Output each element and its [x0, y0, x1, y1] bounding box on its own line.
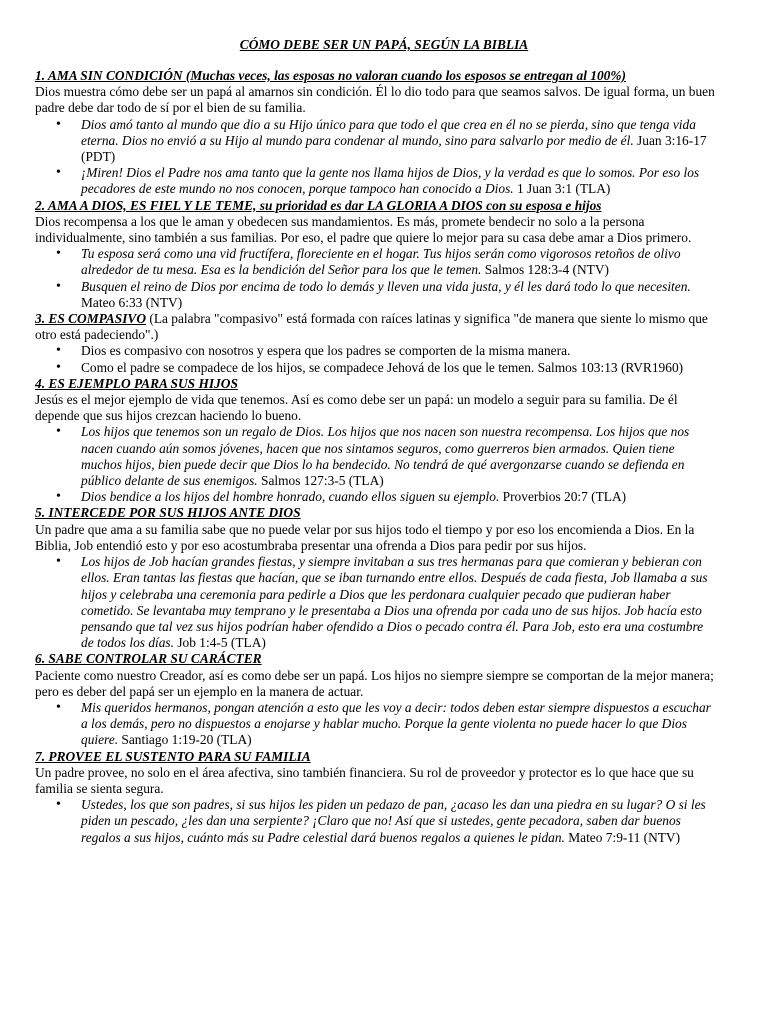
list-item	[81, 343, 715, 359]
section-3	[35, 311, 715, 376]
section-6	[35, 651, 715, 748]
verse-text: Los hijos que tenemos son un regalo de Dios. Los hijos que nos nacen son nuestra recompensa. Los hijos que nos nacen cuando aún somos jóvenes, hacen que nos sintamos seguros, como guerreros bien armados. Quien tiene muchos hijos, bien puede decir que Dios lo ha bendecido. No tendrá de qué avergonzarse cuando se defienda en público delante de sus enemigos.	[81, 424, 690, 489]
list-item	[81, 424, 715, 489]
verse-text: Tu esposa será como una vid fructífera, floreciente en el hogar. Tus hijos serán como vigorosos retoños de olivo alrededor de tu mesa. Esa es la bendición del Señor para los que le temen.	[81, 246, 681, 278]
verse-reference: 1 Juan 3:1 (TLA)	[513, 181, 611, 197]
verse-reference: Job 1:4-5 (TLA)	[174, 635, 266, 651]
verse-reference: Mateo 6:33 (NTV)	[81, 294, 183, 310]
list-item-text: Dios es compasivo con nosotros y espera que los padres se comporten de la misma manera.	[81, 343, 571, 359]
verse-list	[35, 554, 715, 651]
verse-list	[35, 343, 715, 375]
section-intro: Dios recompensa a los que le aman y obedecen sus mandamientos. Es más, promete bendecir no solo a la persona individualmente, sino también a sus familias. Por eso, el padre que quiere lo mejor para su casa debe amar a Dios primero.	[35, 213, 692, 246]
list-item	[81, 117, 715, 166]
section-heading: 5. INTERCEDE POR SUS HIJOS ANTE DIOS	[35, 505, 301, 521]
list-item	[81, 700, 715, 749]
verse-list	[35, 797, 715, 846]
section-heading: 3. ES COMPASIVO (La palabra "compasivo" está formada con raíces latinas y significa "de manera que siente lo mismo que otro está padeciendo".)	[35, 311, 708, 343]
section-intro: Jesús es el mejor ejemplo de vida que tenemos. Así es como debe ser un papá: un modelo a seguir para su familia. De él depende que sus hijos crezcan haciendo lo bueno.	[35, 392, 678, 424]
list-item	[81, 554, 715, 651]
list-item	[81, 797, 715, 846]
section-4	[35, 376, 715, 506]
section-heading-note: (La palabra "compasivo" está formada con raíces latinas y significa "de manera que siente lo mismo que otro está padeciendo".)	[35, 311, 708, 343]
verse-text: Los hijos de Job hacían grandes fiestas, y siempre invitaban a sus tres hermanas para que comieran y bebieran con ellos. Eran tantas las fiestas que hacían, que se iban turnando entre ellos. Después de cada fiesta, Job llamaba a sus hijos y celebraba una ceremonia para pedirle a Dios que les perdonara cualquier pecado que pudieran haber cometido. Se levantaba muy temprano y le presentaba a Dios una ofrenda por cada uno de sus hijos. Job hacía esto pensando que tal vez sus hijos podrían haber ofendido a Dios o pecado contra él. Para Job, esto era una costumbre de todos los días.	[81, 554, 708, 651]
verse-list	[35, 700, 715, 749]
verse-reference: Santiago 1:19-20 (TLA)	[118, 732, 252, 748]
list-item	[81, 360, 715, 376]
verse-reference: Salmos 128:3-4 (NTV)	[481, 262, 609, 278]
section-heading: 7. PROVEE EL SUSTENTO PARA SU FAMILIA	[35, 748, 311, 764]
verse-text: Busquen el reino de Dios por encima de todo lo demás y lleven una vida justa, y él les dará todo lo que necesiten.	[81, 278, 691, 294]
section-intro: Paciente como nuestro Creador, así es como debe ser un papá. Los hijos no siempre siempre se comportan de la mejor manera; pero es deber del papá ser un ejemplo en la manera de actuar.	[35, 667, 714, 699]
section-5	[35, 505, 715, 651]
list-item	[81, 165, 715, 197]
verse-list	[35, 424, 715, 505]
section-heading: 4. ES EJEMPLO PARA SUS HIJOS	[35, 375, 238, 391]
page-title: CÓMO DEBE SER UN PAPÁ, SEGÚN LA BIBLIA	[239, 37, 529, 52]
section-intro: Un padre provee, no solo en el área afectiva, sino también financiera. Su rol de proveedor y protector es lo que hace que su familia se sienta segura.	[35, 764, 694, 796]
section-2	[35, 198, 715, 311]
section-heading: 1. AMA SIN CONDICIÓN (Muchas veces, las esposas no valoran cuando los esposos se entregan al 100%)	[35, 68, 626, 83]
section-7	[35, 749, 715, 846]
verse-text: ¡Miren! Dios el Padre nos ama tanto que la gente nos llama hijos de Dios, y la verdad es que lo somos. Por eso los pecadores de este mundo no nos conocen, porque tampoco han conocido a Dios.	[81, 165, 700, 197]
verse-text: Dios amó tanto al mundo que dio a su Hijo único para que todo el que crea en él no se pierda, sino que tenga vida eterna. Dios no envió a su Hijo al mundo para condenar al mundo, sino para salvarlo por medio de él.	[81, 116, 696, 148]
verse-list	[35, 117, 715, 198]
verse-text: Ustedes, los que son padres, si sus hijos les piden un pedazo de pan, ¿acaso les dan una piedra en su lugar? O si les piden un pescado, ¿les dan una serpiente? ¡Claro que no! Así que si ustedes, gente pecadora, saben dar buenos regalos a sus hijos, cuánto más su Padre celestial dará buenos regalos a quienes le pidan.	[81, 797, 706, 845]
document-body	[35, 68, 715, 846]
verse-reference: Juan 3:16-17 (PDT)	[81, 132, 707, 165]
section-intro: Un padre que ama a su familia sabe que no puede velar por sus hijos todo el tiempo y por eso los encomienda a Dios. En la Biblia, Job entendió esto y por eso acostumbraba presentar una ofrenda a Dios para pedir por sus hijos.	[35, 521, 695, 553]
section-heading: 2. AMA A DIOS, ES FIEL Y LE TEME, su prioridad es dar LA GLORIA A DIOS con su esposa e hijos	[35, 197, 602, 213]
list-item	[81, 279, 715, 311]
verse-text: Mis queridos hermanos, pongan atención a esto que les voy a decir: todos deben estar siempre dispuestos a escuchar a los demás, pero no dispuestos a enojarse y hablar mucho. Porque la gente violenta no puede hacer lo que Dios quiere.	[81, 699, 711, 748]
section-1	[35, 68, 715, 198]
verse-text: Dios bendice a los hijos del hombre honrado, cuando ellos siguen su ejemplo.	[81, 489, 500, 505]
verse-reference: Proverbios 20:7 (TLA)	[499, 489, 627, 505]
verse-reference: Mateo 7:9-11 (NTV)	[564, 829, 681, 845]
list-item	[81, 246, 715, 278]
section-intro: Dios muestra cómo debe ser un papá al amarnos sin condición. Él lo dio todo para que seamos salvos. De igual forma, un buen padre debe dar todo de sí por el bien de su familia.	[35, 84, 715, 116]
verse-reference: Salmos 127:3-5 (TLA)	[257, 473, 384, 489]
list-item-text: Como el padre se compadece de los hijos, se compadece Jehová de los que le temen. Salmos 103:13 (RVR1960)	[81, 359, 684, 375]
verse-list	[35, 246, 715, 311]
list-item	[81, 489, 715, 505]
section-heading: 6. SABE CONTROLAR SU CARÁCTER	[35, 651, 262, 667]
